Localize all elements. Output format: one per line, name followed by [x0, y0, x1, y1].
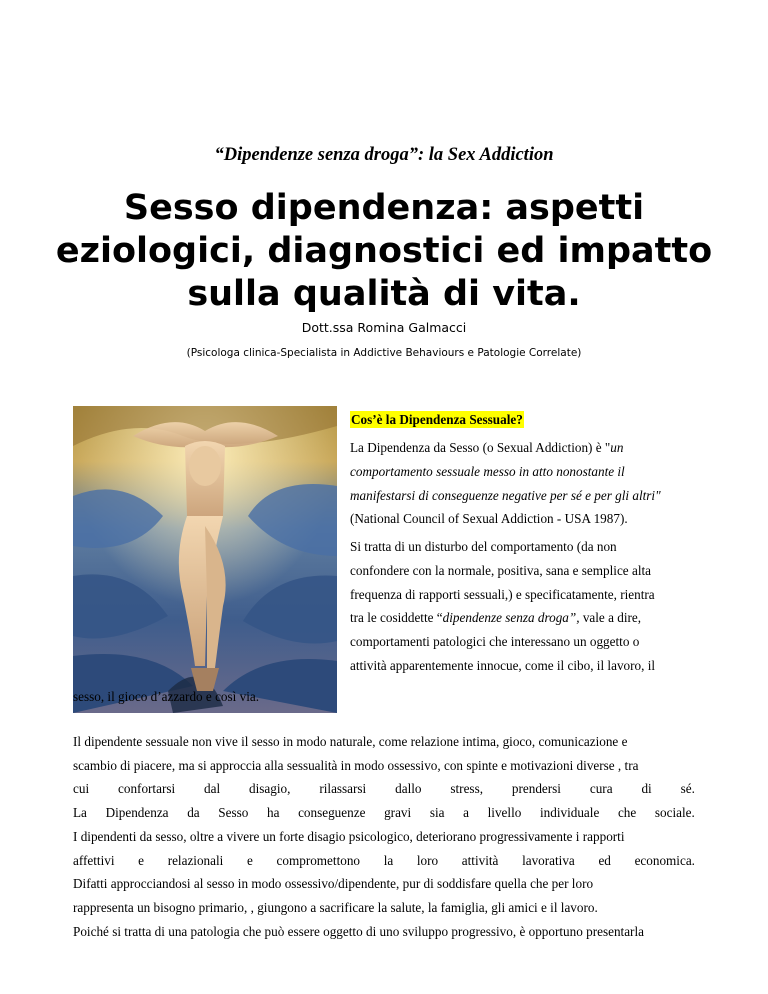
word: a	[463, 805, 469, 821]
word: di	[641, 781, 652, 797]
text-line: Poiché si tratta di una patologia che può essere oggetto di uno sviluppo progressivo, è opportuno presentarla	[73, 923, 644, 939]
document-title	[40, 187, 728, 316]
text-line	[350, 436, 698, 460]
text-line: frequenza di rapporti sessuali,) e specificatamente, rientra	[350, 586, 655, 602]
body-paragraph	[73, 730, 695, 943]
word: attività	[461, 852, 499, 868]
text-line	[350, 606, 698, 630]
word: confortarsi	[118, 781, 176, 797]
word: che	[617, 805, 637, 821]
word: prendersi	[511, 781, 561, 797]
word: e	[138, 852, 145, 868]
text-line: I dipendenti da sesso, oltre a vivere un forte disagio psicologico, deteriorano progressivamente i rapporti	[73, 828, 625, 844]
author-name: Dott.ssa Romina Galmacci	[301, 320, 467, 335]
text-line: confondere con la normale, positiva, sana e semplice alta	[350, 562, 651, 578]
word: affettivi	[73, 852, 115, 868]
definition-paragraph	[350, 436, 698, 531]
italic-text: comportamento sessuale messo in atto nonostante il	[350, 463, 625, 479]
word: disagio,	[249, 781, 291, 797]
word: cura	[589, 781, 613, 797]
word: ha	[266, 805, 280, 821]
text-line: scambio di piacere, ma si approccia alla sessualità in modo ossessivo, con spinte e motivazioni diverse , tra	[73, 757, 639, 773]
word: loro	[416, 852, 439, 868]
text-line: (National Council of Sexual Addiction - USA 1987).	[350, 511, 628, 527]
text-run: vale a dire,	[579, 610, 642, 626]
title-line-3: sulla qualità di vita.	[187, 274, 581, 314]
word: economica.	[634, 852, 695, 868]
word: sé.	[680, 781, 695, 797]
word: La	[73, 805, 87, 821]
word: sociale.	[654, 805, 695, 821]
text-run: tra le cosiddette “	[350, 610, 443, 626]
word: ed	[598, 852, 611, 868]
word: compromettono	[276, 852, 361, 868]
text-line: Il dipendente sessuale non vive il sesso in modo naturale, come relazione intima, gioco, comunicazione e	[73, 734, 628, 749]
text-run: La Dipendenza da Sesso (o Sexual Addiction) è "	[350, 440, 611, 455]
artwork-image	[73, 406, 337, 713]
text-line: Difatti approcciandosi al sesso in modo ossessivo/dipendente, pur di soddisfare quella che per loro	[73, 876, 594, 892]
text-line: rappresenta un bisogno primario, , giungono a sacrificare la salute, la famiglia, gli amici e il lavoro.	[73, 899, 598, 915]
word: Dipendenza	[105, 805, 169, 821]
text-line: comportamenti patologici che interessano un oggetto o	[350, 634, 640, 650]
text-line: sesso, il gioco d’azzardo e così via.	[73, 689, 260, 704]
title-line-1: Sesso dipendenza: aspetti	[123, 188, 645, 228]
word: cui	[73, 781, 90, 797]
italic-text: dipendenze senza droga”,	[442, 610, 580, 626]
section-heading: Cos’è la Dipendenza Sessuale?	[351, 412, 523, 427]
word: dal	[204, 781, 221, 797]
word: relazionali	[167, 852, 224, 868]
title-line-2: eziologici, diagnostici ed impatto	[55, 231, 713, 271]
word: da	[187, 805, 200, 821]
author-affiliation: (Psicologa clinica-Specialista in Addictive Behaviours e Patologie Correlate)	[186, 347, 582, 359]
italic-text: un	[610, 440, 624, 455]
word: Sesso	[218, 805, 249, 821]
text-line: Si tratta di un disturbo del comportamento (da non	[350, 539, 617, 554]
word: stress,	[450, 781, 483, 797]
text-line	[350, 484, 698, 508]
justified-line	[73, 849, 695, 873]
italic-text: manifestarsi di conseguenze negative per sé e per gli altri"	[350, 487, 661, 503]
word: lavorativa	[522, 852, 575, 868]
description-paragraph	[350, 535, 698, 678]
word: conseguenze	[298, 805, 366, 821]
word: gravi	[384, 805, 412, 821]
justified-line	[73, 777, 695, 801]
text-line: attività apparentemente innocue, come il cibo, il lavoro, il	[350, 657, 656, 673]
justified-line	[73, 801, 695, 825]
word: e	[247, 852, 253, 868]
word: individuale	[539, 805, 600, 821]
word: livello	[487, 805, 522, 821]
word: la	[383, 852, 394, 868]
document-subtitle: “Dipendenze senza droga”: la Sex Addiction	[214, 145, 554, 165]
text-line	[350, 460, 698, 484]
word: sia	[429, 805, 445, 821]
word: dallo	[395, 781, 422, 797]
word: rilassarsi	[319, 781, 367, 797]
